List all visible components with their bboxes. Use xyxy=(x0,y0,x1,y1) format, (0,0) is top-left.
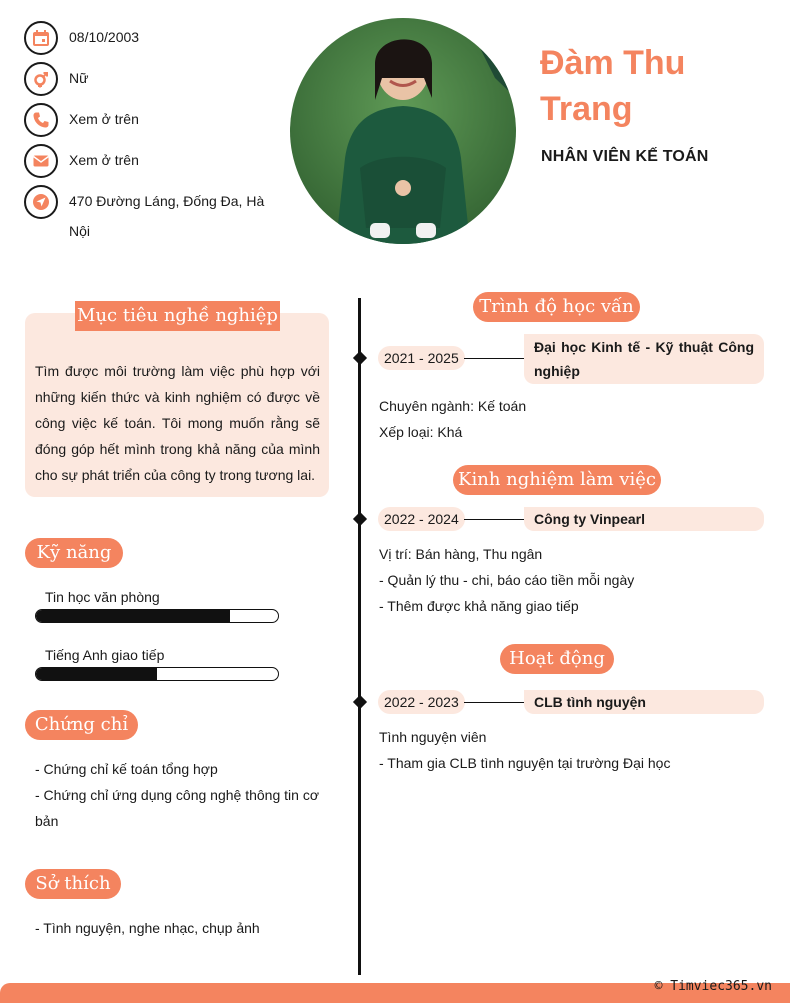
year-badge: 2022 - 2024 xyxy=(378,507,465,531)
phone-text: Xem ở trên xyxy=(69,111,139,127)
experience-detail: Vị trí: Bán hàng, Thu ngân xyxy=(379,546,543,562)
address-text: 470 Đường Láng, Đống Đa, Hà Nội xyxy=(69,193,265,239)
activity-org: CLB tình nguyện xyxy=(524,690,764,714)
timeline-line xyxy=(358,298,361,975)
activities-heading: Hoạt động xyxy=(500,644,614,674)
hobbies-text: - Tình nguyện, nghe nhạc, chụp ảnh xyxy=(35,920,260,936)
timeline-marker xyxy=(353,695,367,709)
gender-icon xyxy=(24,62,58,96)
connector-line xyxy=(464,358,524,359)
education-school: Đại học Kinh tế - Kỹ thuật Công nghiệp xyxy=(524,334,764,384)
birthday-text: 08/10/2003 xyxy=(69,29,140,45)
profile-photo xyxy=(290,18,516,244)
timeline-marker xyxy=(353,351,367,365)
contact-gender xyxy=(24,62,269,96)
contact-phone xyxy=(24,103,269,137)
mail-icon xyxy=(24,144,58,178)
gender-text: Nữ xyxy=(69,70,89,86)
skill-bar-fill xyxy=(36,610,230,622)
candidate-name: Đàm Thu Trang xyxy=(540,44,686,128)
certificates-heading: Chứng chỉ xyxy=(25,710,138,740)
skills-heading: Kỹ năng xyxy=(25,538,123,568)
job-title: NHÂN VIÊN KẾ TOÁN xyxy=(541,148,709,165)
phone-icon xyxy=(24,103,58,137)
hobbies-heading: Sở thích xyxy=(25,869,121,899)
education-detail: Xếp loại: Khá xyxy=(379,424,463,440)
connector-line xyxy=(464,519,524,520)
email-text: Xem ở trên xyxy=(69,152,139,168)
timeline-marker xyxy=(353,512,367,526)
skill-bar xyxy=(35,609,279,623)
skill-bar xyxy=(35,667,279,681)
skill-label: Tin học văn phòng xyxy=(45,589,160,605)
year-badge: 2021 - 2025 xyxy=(378,346,465,370)
education-detail: Chuyên ngành: Kế toán xyxy=(379,398,527,414)
skill-label: Tiếng Anh giao tiếp xyxy=(45,647,165,663)
activity-detail: - Tham gia CLB tình nguyện tại trường Đại học xyxy=(379,755,671,771)
activity-detail: Tình nguyện viên xyxy=(379,729,487,745)
objective-heading: Mục tiêu nghề nghiệp xyxy=(75,301,280,331)
skill-bar-fill xyxy=(36,668,157,680)
education-heading: Trình độ học vấn xyxy=(473,292,640,322)
footer-copyright: © Timviec365.vn xyxy=(654,979,772,994)
contact-email xyxy=(24,144,269,178)
experience-detail: - Quản lý thu - chi, báo cáo tiền mỗi ngày xyxy=(379,572,635,588)
location-icon xyxy=(24,185,58,219)
calendar-icon xyxy=(24,21,58,55)
contact-birthday xyxy=(24,21,269,55)
certificate-item: - Chứng chỉ kế toán tổng hợp xyxy=(35,761,218,777)
objective-text: Tìm được môi trường làm việc phù hợp với những kiến thức và kinh nghiệm có được về công việc kế toán. Tôi mong muốn rằng sẽ đóng góp hết mình trong khả năng của mình cho sự phát triển của công ty trong tương lai. xyxy=(35,363,320,483)
contact-address xyxy=(24,185,269,246)
connector-line xyxy=(464,702,524,703)
experience-detail: - Thêm được khả năng giao tiếp xyxy=(379,598,579,614)
experience-company: Công ty Vinpearl xyxy=(524,507,764,531)
year-badge: 2022 - 2023 xyxy=(378,690,465,714)
experience-heading: Kinh nghiệm làm việc xyxy=(453,465,661,495)
certificate-item: - Chứng chỉ ứng dụng công nghệ thông tin cơ bản xyxy=(35,787,319,829)
